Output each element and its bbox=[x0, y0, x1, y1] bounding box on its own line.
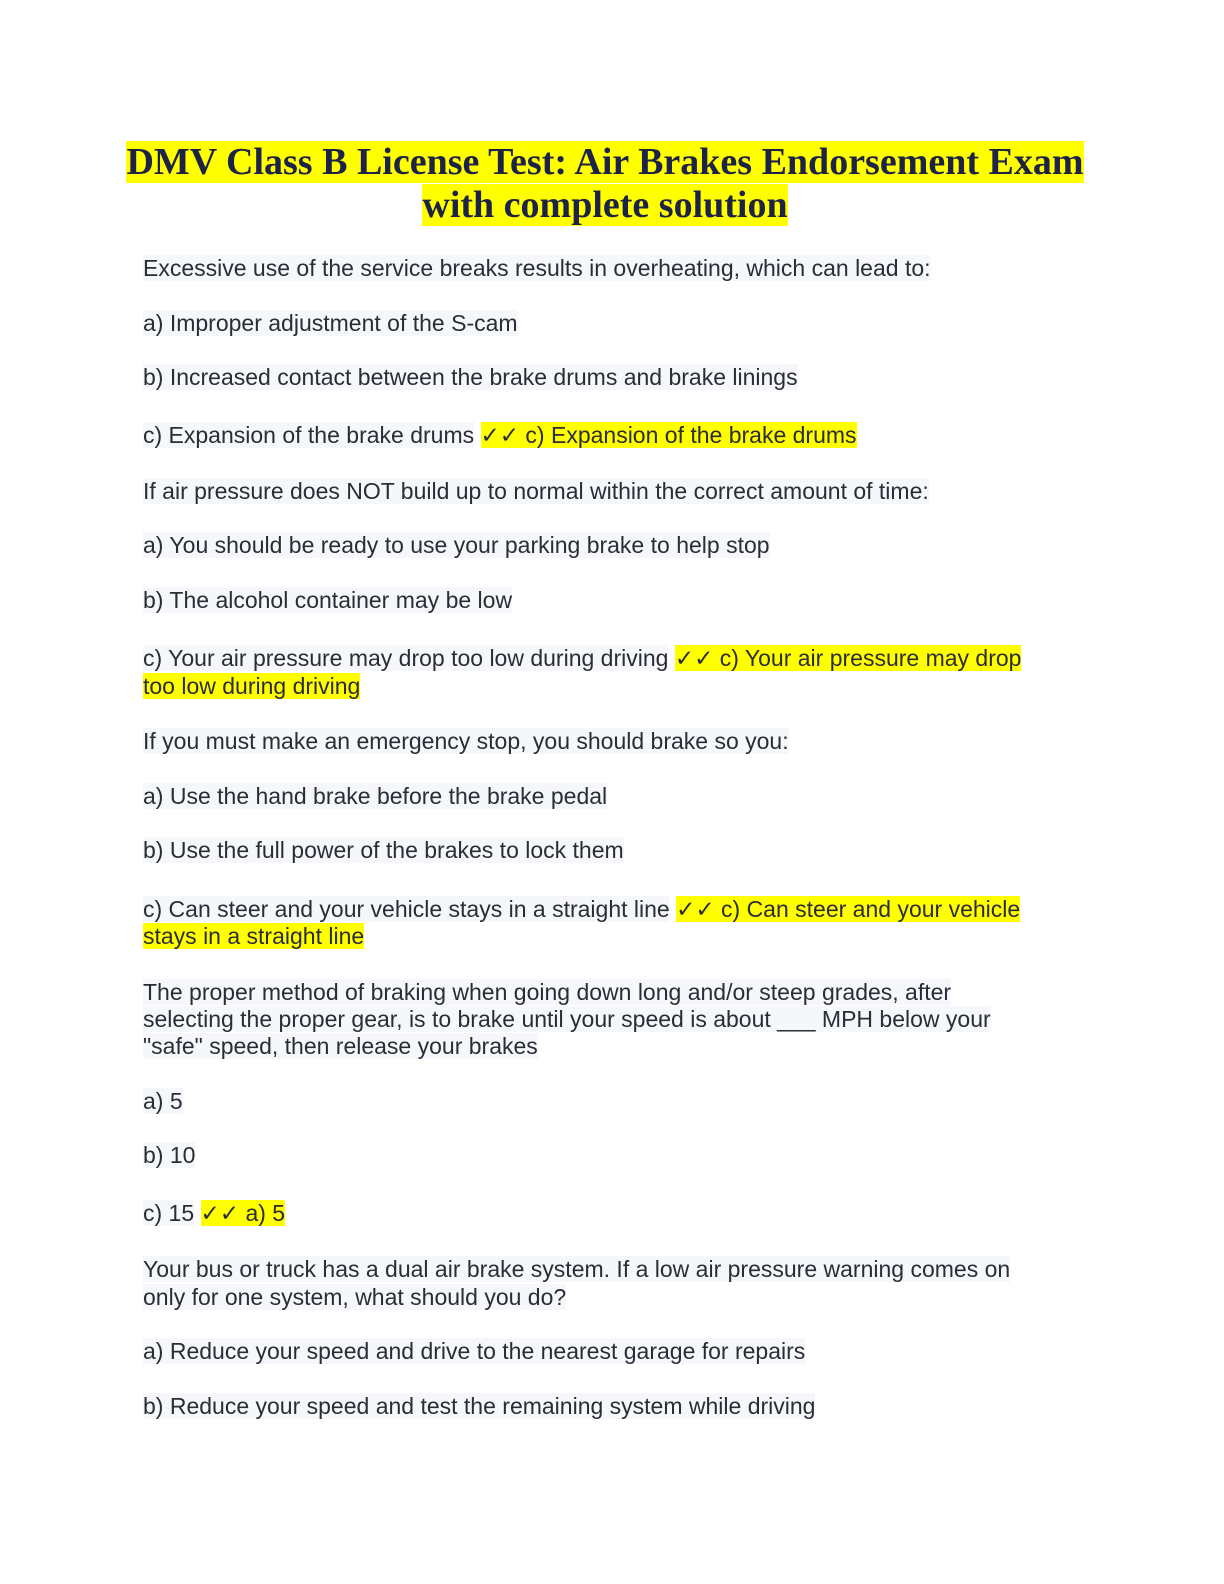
title-line-1: DMV Class B License Test: Air Brakes Endorsement Exam bbox=[126, 141, 1084, 183]
question-5-line-2: only for one system, what should you do? bbox=[143, 1284, 567, 1310]
question-2-option-c: c) Your air pressure may drop too low during driving ✓✓ c) Your air pressure may drop bbox=[143, 645, 1022, 671]
question-3-option-b: b) Use the full power of the brakes to lock them bbox=[143, 837, 624, 863]
question-5-option-a: a) Reduce your speed and drive to the nearest garage for repairs bbox=[143, 1338, 806, 1364]
question-3-answer: ✓✓ c) Can steer and your vehicle bbox=[676, 896, 1021, 922]
question-3-option-c: c) Can steer and your vehicle stays in a straight line ✓✓ c) Can steer and your vehicle bbox=[143, 896, 1021, 922]
question-2-option-b: b) The alcohol container may be low bbox=[143, 587, 513, 613]
question-4-text-line-1: The proper method of braking when going down long and/or steep grades, after bbox=[143, 979, 952, 1005]
question-3-option-a: a) Use the hand brake before the brake pedal bbox=[143, 783, 608, 809]
question-5-option-b: b) Reduce your speed and test the remaining system while driving bbox=[143, 1393, 816, 1419]
question-2 bbox=[143, 478, 1083, 505]
question-2-answer: ✓✓ c) Your air pressure may drop bbox=[674, 645, 1022, 671]
question-1 bbox=[143, 255, 1083, 282]
question-1-answer: ✓✓ c) Expansion of the brake drums bbox=[480, 422, 857, 448]
title-line-2: with complete solution bbox=[422, 184, 788, 226]
question-4-option-c: c) 15 ✓✓ a) 5 bbox=[143, 1200, 286, 1226]
question-5-text-line-1: Your bus or truck has a dual air brake system. If a low air pressure warning comes on bbox=[143, 1256, 1011, 1282]
question-4-answer: ✓✓ a) 5 bbox=[200, 1200, 286, 1226]
question-1-option-c: c) Expansion of the brake drums ✓✓ c) Expansion of the brake drums bbox=[143, 422, 857, 448]
question-2-answer-cont: too low during driving bbox=[143, 673, 361, 699]
document-title bbox=[120, 141, 1090, 227]
question-4-line-3: "safe" speed, then release your brakes bbox=[143, 1033, 538, 1059]
question-5 bbox=[143, 1256, 1083, 1283]
question-4 bbox=[143, 979, 1083, 1006]
question-3 bbox=[143, 728, 1083, 755]
question-2-option-a: a) You should be ready to use your parking brake to help stop bbox=[143, 532, 770, 558]
question-1-option-a: a) Improper adjustment of the S-cam bbox=[143, 310, 518, 336]
question-3-answer-cont: stays in a straight line bbox=[143, 923, 365, 949]
question-2-text: If air pressure does NOT build up to normal within the correct amount of time: bbox=[143, 478, 929, 504]
question-3-text: If you must make an emergency stop, you should brake so you: bbox=[143, 728, 789, 754]
question-1-text: Excessive use of the service breaks results in overheating, which can lead to: bbox=[143, 255, 931, 281]
question-4-line-2: selecting the proper gear, is to brake until your speed is about ___ MPH below your bbox=[143, 1006, 991, 1032]
question-1-option-b: b) Increased contact between the brake drums and brake linings bbox=[143, 364, 798, 390]
question-4-option-b: b) 10 bbox=[143, 1142, 196, 1168]
question-4-option-a: a) 5 bbox=[143, 1088, 183, 1114]
